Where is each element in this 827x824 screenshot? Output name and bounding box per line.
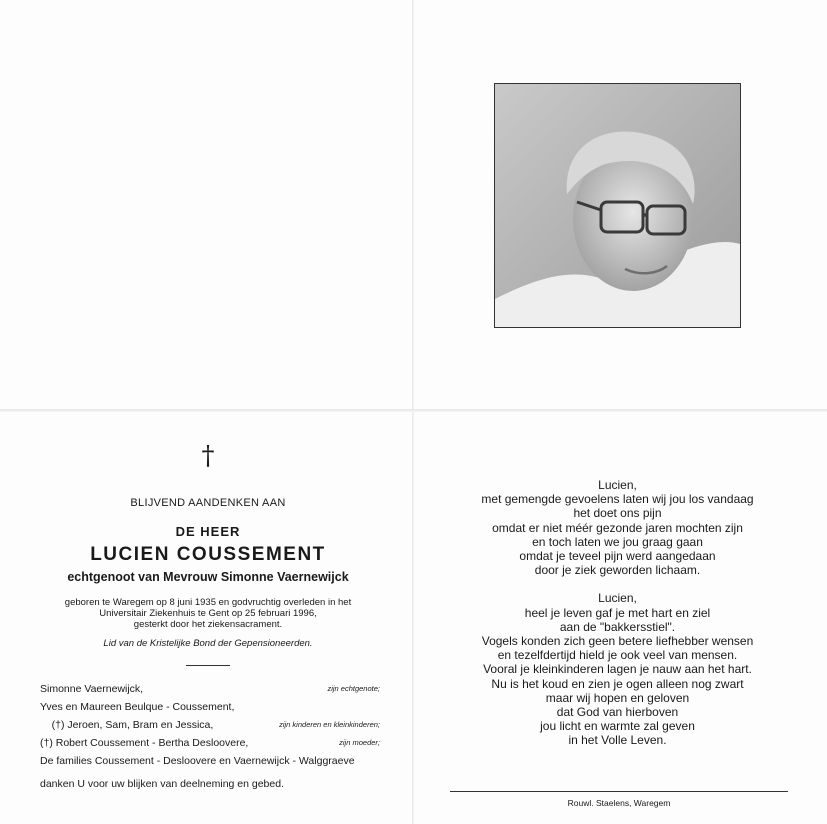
vertical-fold-line [412, 0, 414, 824]
poem-line: door je ziek geworden lichaam. [534, 563, 701, 578]
horizontal-fold-line [0, 409, 827, 412]
family-row [40, 716, 380, 734]
thanks-line: danken U voor uw blijken van deelneming en gebed. [40, 778, 284, 790]
separator-rule [186, 665, 230, 666]
memorial-heading: BLIJVEND AANDENKEN AAN [130, 497, 286, 509]
poem-line: omdat je teveel pijn werd aangedaan [519, 549, 716, 564]
poem-line: omdat er niet méér gezonde jaren mochten zijn [492, 520, 743, 535]
family-member: De families Coussement - Desloovere en Vaernewijck - Walggraeve [40, 755, 355, 767]
family-member: Simonne Vaernewijck, [40, 683, 144, 695]
spouse-line: echtgenoot van Mevrouw Simonne Vaernewijck [67, 570, 349, 584]
poem-line: dat God van hierboven [556, 705, 679, 720]
poem-line: Vooral je kleinkinderen lagen je nauw aan het hart. [483, 662, 752, 677]
poem-line: Vogels konden zich geen betere liefhebber wensen [481, 634, 754, 649]
biography-line: gesterkt door het ziekensacrament. [133, 619, 283, 630]
poem-stanza [450, 591, 785, 747]
poem-line: Lucien, [598, 478, 637, 492]
biography-line: geboren te Waregem op 8 juni 1935 en godvruchtig overleden in het [64, 597, 352, 608]
biography-line: Universitair Ziekenhuis te Gent op 25 februari 1996, [99, 608, 317, 619]
poem-stanza [450, 478, 785, 577]
poem-line: in het Volle Leven. [568, 733, 667, 748]
portrait-illustration [495, 84, 740, 327]
poem-line: heel je leven gaf je met hart en ziel [524, 605, 711, 620]
honorific-title: DE HEER [175, 524, 241, 539]
deceased-name: LUCIEN COUSSEMENT [90, 544, 326, 565]
footer-rule [450, 791, 788, 792]
poem-line: jou licht en warmte zal geven [540, 719, 695, 734]
family-relation: zijn moeder; [339, 738, 380, 747]
portrait-photo [494, 83, 741, 328]
cross-symbol: † [201, 441, 215, 471]
poem-line: en toch laten we jou graag gaan [532, 534, 703, 549]
family-row [40, 698, 380, 716]
family-relation: zijn kinderen en kleinkinderen; [279, 720, 380, 729]
membership-line: Lid van de Kristelijke Bond der Gepensioneerden. [103, 638, 313, 649]
family-member: (†) Jeroen, Sam, Bram en Jessica, [40, 719, 214, 731]
poem [450, 478, 785, 762]
family-relation: zijn echtgenote; [327, 684, 380, 693]
printer-credit: Rouwl. Staelens, Waregem [567, 798, 671, 808]
biography-text [40, 597, 376, 630]
family-row [40, 752, 380, 770]
poem-line: maar wij hopen en geloven [545, 690, 690, 705]
poem-line: Nu is het koud en zien je ogen alleen nog zwart [491, 676, 744, 691]
family-row [40, 734, 380, 752]
family-member: Yves en Maureen Beulque - Coussement, [40, 701, 235, 713]
glasses-bridge [643, 214, 647, 216]
family-row [40, 680, 380, 698]
poem-line: Lucien, [598, 591, 637, 606]
family-member: (†) Robert Coussement - Bertha Desloovere, [40, 737, 249, 749]
poem-line: het doet ons pijn [573, 506, 662, 521]
family-list [40, 680, 380, 770]
poem-line: en tezelfdertijd hield je ook veel van mensen. [497, 648, 738, 663]
poem-line: aan de "bakkersstiel". [559, 619, 676, 634]
poem-line: met gemengde gevoelens laten wij jou los vandaag [481, 492, 754, 507]
